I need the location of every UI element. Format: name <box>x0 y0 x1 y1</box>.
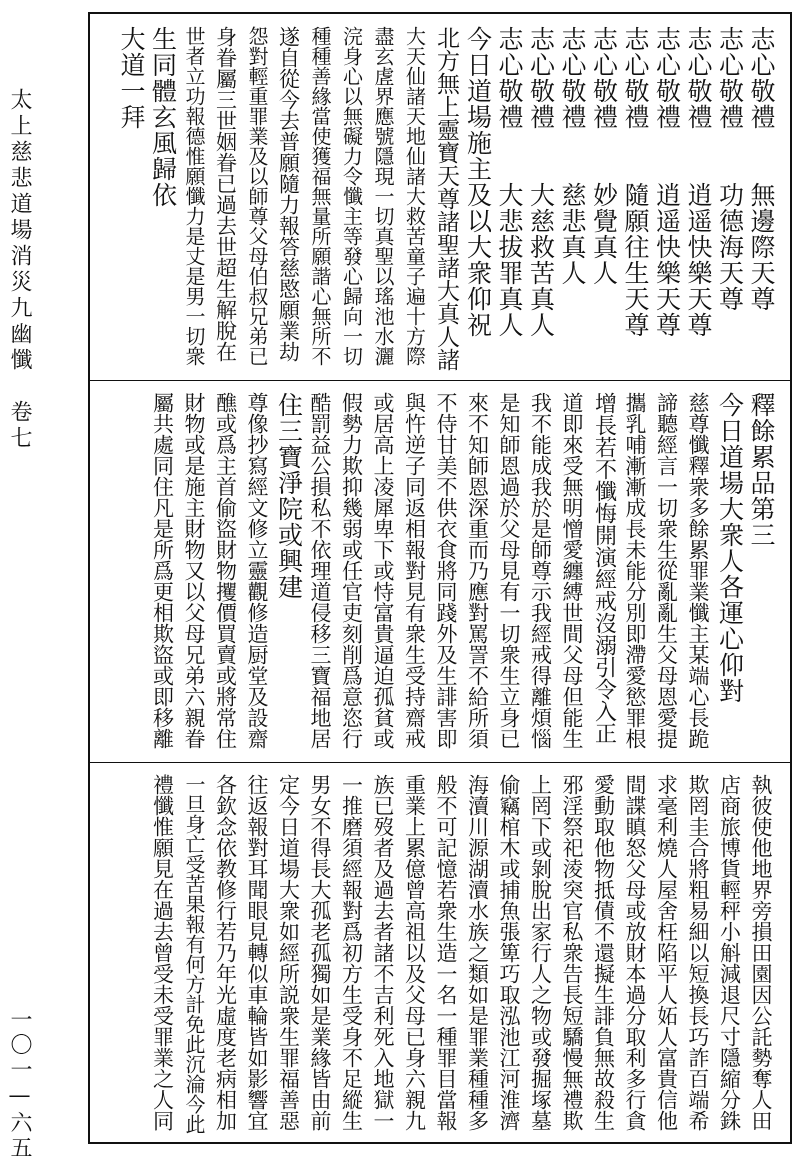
section-top <box>88 26 792 376</box>
text-column: 身眷屬三世姻眷已過去世超生解脫在 <box>213 26 238 362</box>
text-column: 志心敬禮 大慈救苦真人 <box>526 26 556 338</box>
text-column: 一旦身亡受苦果報有何方計免此沉淪今此 <box>182 774 206 1134</box>
text-column: 族已歿者及過去者諸不吉利死入地獄一 <box>371 774 395 1131</box>
text-column: 志心敬禮 功德海天尊 <box>715 26 745 312</box>
text-column: 禮懺惟願見在過去曾受未受罪業之人同 <box>150 774 175 1131</box>
section-divider-2 <box>88 762 792 763</box>
text-column: 攜乳哺漸漸成長未能分別即滯愛慾罪根 <box>623 392 647 749</box>
text-column: 大天仙諸天地仙諸大救苦童子遍十方際 <box>402 26 427 366</box>
text-column: 大道一拜 <box>117 26 146 130</box>
text-column: 我不能成我於是師尊示我經戒得離煩惱 <box>528 392 553 749</box>
text-column: 或居高上凌犀卑下或恃富貴逼迫孤貧或 <box>371 392 395 749</box>
text-column: 不侍甘美不供衣食將同踐外及生誹害即 <box>434 392 458 749</box>
text-column: 志心敬禮 逍遥快樂天尊 <box>652 26 682 338</box>
text-column: 遂自從今去普願隨力報答慈愍願業劫 <box>276 26 301 362</box>
text-column: 道即來受無明憎愛纏縛世間父母但能生 <box>560 392 584 749</box>
text-column: 店商旅博貨輕秤小斛減退尺寸隱縮分銖 <box>717 774 742 1131</box>
text-column: 欺罔圭合將粗易細以短換長巧詐百端希 <box>686 774 710 1131</box>
text-column: 愛動取他物抵債不還擬生誹負無故殺生 <box>591 774 616 1131</box>
text-column: 重業上累億曾高祖以及父母已身六親九 <box>402 774 427 1131</box>
text-column: 志心敬禮 逍遥快樂天尊 <box>684 26 713 338</box>
text-column: 偷竊棺木或捕魚張箄巧取泓池江河淮濟 <box>497 774 521 1131</box>
text-column: 與忤逆子同返相報對見有衆生受持齋戒 <box>402 392 427 749</box>
text-column: 一推磨須經報對爲初方生受身不足縱生 <box>339 774 364 1131</box>
text-column: 志心敬禮 妙覺真人 <box>589 26 619 286</box>
text-column: 志心敬禮 無邊際天尊 <box>747 26 776 312</box>
text-column: 世者立功報德惟願懺力是丈是男一切衆 <box>182 26 206 366</box>
page-number: 一〇一—六五 <box>7 1008 32 1161</box>
text-column: 般不可記憶若衆生造一名一種罪目當報 <box>434 774 458 1131</box>
text-column: 是知師恩過於父母見有一切衆生立身已 <box>497 392 521 749</box>
text-column: 北方無上靈寶天尊諸聖諸大真人諸 <box>433 26 459 371</box>
text-column: 上罔下或剝脫出家行人之物或發掘塚墓 <box>528 774 553 1131</box>
text-column: 男女不得長大孤老孤獨如是業緣皆由前 <box>308 774 332 1131</box>
text-column: 假勢力欺抑幾弱或任官吏刻削爲意恣行 <box>339 392 364 749</box>
text-column: 怨對輕重罪業及以師尊父母伯叔兄弟已 <box>245 26 269 366</box>
section-bottom <box>88 774 792 1140</box>
text-column: 今日道場大衆人各運心仰對 <box>715 392 745 704</box>
text-column: 志心敬禮 大悲拔罪真人 <box>495 26 524 338</box>
text-column: 生同體玄風歸依 <box>148 26 178 208</box>
text-column: 定今日道場大衆如經所説衆生罪福善惡 <box>276 774 301 1131</box>
text-column: 尊像抄寫經文修立靈觀修造厨堂及設齋 <box>245 392 269 749</box>
text-column: 執彼使他地界旁損田園因公託勢奪人田 <box>749 774 773 1131</box>
text-column: 邪淫祭祀淩突官私衆告長短驕慢無禮欺 <box>560 774 584 1131</box>
text-column: 慈尊懺釋衆多餘累罪業懺主某端心長跪 <box>686 392 710 749</box>
text-column: 間諜瞋怒父母或放財本過分取利多行貪 <box>623 774 647 1131</box>
text-column: 諦聽經言一切衆生從亂亂生父母恩愛提 <box>654 392 679 749</box>
text-column: 志心敬禮 隨願往生天尊 <box>621 26 650 338</box>
text-column: 往返報對耳聞眼見轉似車輪皆如影響宜 <box>245 774 269 1131</box>
text-column: 酷罰益公損私不依理道侵移三寶福地居 <box>308 392 332 749</box>
section-divider-1 <box>88 380 792 381</box>
text-column: 浣身心以無礙力令懺主等發心歸向一切 <box>339 26 364 366</box>
text-column: 種種善緣當使獲福無量所願諧心無所不 <box>308 26 332 366</box>
text-column: 盡玄虗界應號隱現一切真聖以瑤池水灑 <box>371 26 395 366</box>
text-column: 海瀆川源湖瀆水族之類如是罪業種種多 <box>465 774 490 1131</box>
text-column: 各欽念依教修行若乃年光虛度老病相加 <box>213 774 238 1131</box>
text-column: 醮或爲主首偷盜財物攫價買賣或將常住 <box>213 392 238 749</box>
text-column: 住三寶淨院或興建 <box>274 392 304 600</box>
text-column: 屬共處同住凡是所爲更相欺盜或即移離 <box>150 392 175 749</box>
text-column: 志心敬禮 慈悲真人 <box>558 26 587 286</box>
text-column: 來不知師恩深重而乃應對罵詈不給所須 <box>465 392 490 749</box>
text-column: 財物或是施主財物又以父母兄弟六親眷 <box>182 392 206 749</box>
margin-title: 太上慈悲道場消災九幽懺 卷七 <box>7 88 32 452</box>
text-column: 今日道場施主及以大衆仰祝 <box>463 26 493 338</box>
text-column: 釋餘累品第三 <box>747 392 776 548</box>
text-column: 增長若不懺悔開演經戒沒溺引令入正 <box>591 392 617 744</box>
text-column: 求毫利燒人屋舍枉陷平人妬人富貴信他 <box>654 774 679 1131</box>
section-middle <box>88 392 792 758</box>
